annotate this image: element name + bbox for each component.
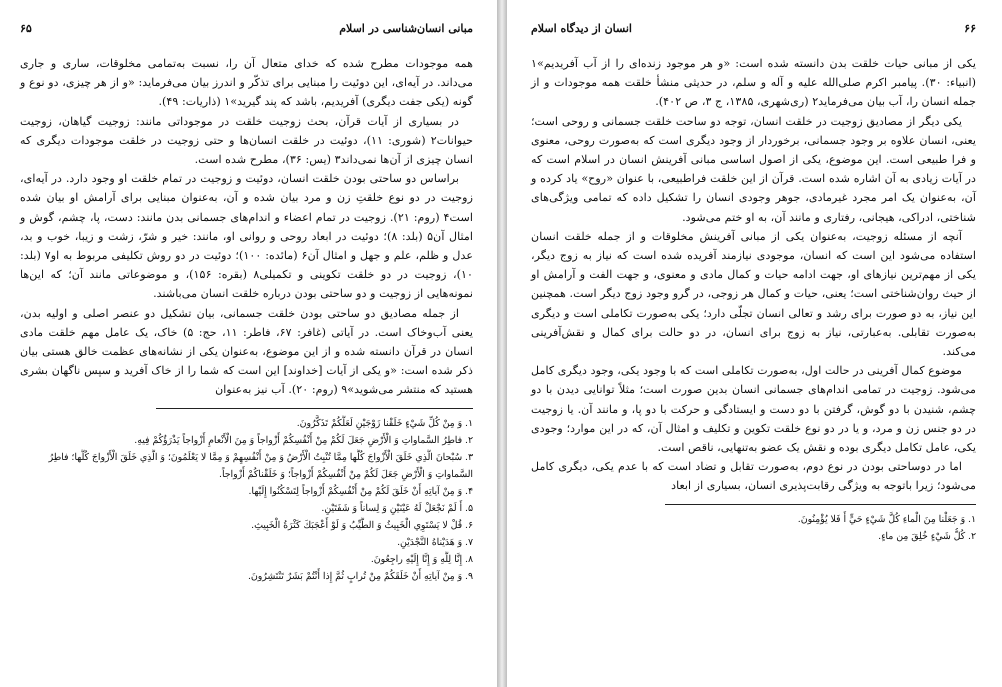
- paragraph: یکی از مبانی حیات خلقت بدن دانسته شده است: «و هر موجود زنده‌ای را از آب آفریدیم»۱ (انبیاء: ۳۰). پیامبر اکرم صلی‌الله علیه و آله و سلم، در حدیثی منشأ خلقت همه موجودات و از جمله انسان را، آب بیان می‌فرماید۲ (ری‌شهری، ۱۳۸۵، ج ۳، ص ۴۰۲).: [531, 57, 976, 109]
- page-number: ۶۶: [964, 22, 976, 35]
- footnote: ۹. وَ مِنْ آياتِهِ أَنْ خَلَقَكُمْ مِنْ تُرابٍ ثُمَّ إِذا أَنْتُمْ بَشَرٌ تَنْتَشِرُونَ.: [247, 570, 473, 582]
- footnote: ۷. وَ هَدَيْناهُ النَّجْدَيْنِ.: [397, 536, 473, 548]
- running-title: انسان از دیدگاه اسلام: [531, 22, 632, 35]
- paragraph: موضوع کمال آفرینی در حالت اول، به‌صورت تکاملی است که با وجود یکی، وجود دیگری کامل می‌شود. زوجیت در تمامی اندام‌های جسمانی انسان بدین صورت است؛ مثلاً توانایی دیدن با دو چشم، شنیدن با دو گوش، گرفتن با دو دست و ایستادگی و حرکت با دو پا، و مانند آن. یا زوجیت در دو جنس زن و مرد، و یا در دو نوع خلقت تکوین و تکلیف و امثال آن، که در این موارد؛ وجودی یکی، عامل تکامل دیگری بوده و نقش یک عضو به‌تنهایی، ناقص است.: [531, 364, 976, 455]
- footnote-divider: [156, 408, 473, 409]
- footnote: ۲. كُلُّ شَيْءٍ خُلِقَ مِن ماءٍ.: [878, 530, 976, 542]
- body-text: [531, 54, 976, 496]
- footnote: ۵. أَ لَمْ نَجْعَلْ لَهُ عَيْنَيْنِ وَ لِساناً وَ شَفَتَيْنِ.: [321, 502, 473, 514]
- footnotes: [20, 415, 473, 585]
- footnote-divider: [665, 504, 977, 505]
- footnote: ۳. سُبْحانَ الَّذِي خَلَقَ الْأَزْواجَ كُلَّها مِمَّا تُنْبِتُ الْأَرْضُ وَ مِنْ أَنْفُسِهِمْ وَ مِمَّا لا يَعْلَمُونَ؛ وَ الَّذِي خَلَقَ الْأَزْواجَ كُلَّها؛ فاطِرُ السَّماواتِ وَ الْأَرْضِ جَعَلَ لَكُمْ مِنْ أَنْفُسِكُمْ أَزْواجاً؛ وَ خَلَقْناكُمْ أَزْواجاً.: [48, 451, 473, 480]
- page-header: [20, 22, 473, 40]
- running-title: مبانی انسان‌شناسی در اسلام: [339, 22, 473, 35]
- footnote: ۸. إِنَّا لِلَّهِ وَ إِنَّا إِلَيْهِ راجِعُونَ.: [370, 553, 473, 565]
- paragraph: همه موجودات مطرح شده که خدای متعال آن را، نسبت به‌تمامی مخلوقات، ساری و جاری می‌داند. در آیه‌ای، این دوئیت را مبنایی برای تذکّر و اندرز بیان می‌فرماید: «و از هر چیزی، دو نوع و گونه (یکی جفت دیگری) آفریدیم، باشد که پند گیرید»۱ (ذاریات: ۴۹).: [20, 57, 473, 109]
- paragraph: از جمله مصادیق دو ساحتی بودن خلقت جسمانی، بیان تشکیل دو عنصر اصلی و اولیه بدن، یعنی آب‌وخاک است. در آیاتی (غافر: ۶۷، فاطر: ۱۱، حج: ۵) خاک، یک عامل مهم خلقت مادی انسان در قرآن دانسته شده و از این موضوع، به‌عنوان یکی از نشانه‌های عظمت خالق هستی بیان ذکر شده است: «و یکی از آیات [خداوند] این است که شما را از خاک آفرید و سپس ناگهان بشری هستید که منتشر می‌شوید»۹ (روم: ۲۰). آب نیز به‌عنوان: [20, 306, 473, 397]
- right-page: [507, 0, 1002, 687]
- paragraph: اما در دوساحتی بودن در نوع دوم، به‌صورت تقابل و تضاد است که با عدم یکی، دیگری کامل می‌شود؛ زیرا باتوجه به ویژگی رقابت‌پذیری انسان، بسیاری از ابعاد: [531, 460, 976, 493]
- body-text: [20, 54, 473, 400]
- left-page: [0, 0, 497, 687]
- footnotes: [531, 511, 976, 545]
- footnote: ۶. قُلْ لا يَسْتَوِي الْخَبِيثُ وَ الطَّيِّبُ وَ لَوْ أَعْجَبَكَ كَثْرَةُ الْخَبِيثِ.: [251, 519, 473, 531]
- book-gutter: [497, 0, 507, 687]
- paragraph: در بسیاری از آیات قرآن، بحث زوجیت خلقت در موجوداتی مانند: زوجیت گیاهان، زوجیت حیوانات۲ (شوری: ۱۱)، دوئیت در خلقت انسان‌ها و حتی زوجیت در خلقت موجودات دیگری که انسان چیزی از آن‌ها نمی‌داند۳ (یس: ۳۶)، مطرح شده است.: [20, 114, 473, 167]
- footnote: ۴. وَ مِنْ آياتِهِ أَنْ خَلَقَ لَكُمْ مِنْ أَنْفُسِكُمْ أَزْواجاً لِتَسْكُنُوا إِلَيْها.: [248, 485, 473, 497]
- footnote: ۱. وَ جَعَلْنا مِنَ الْماءِ كُلَّ شَيْءٍ حَيٍّ أَ فَلا يُؤْمِنُونَ.: [797, 513, 976, 525]
- page-number: ۶۵: [20, 22, 32, 35]
- paragraph: یکی دیگر از مصادیق زوجیت در خلقت انسان، توجه دو ساحت خلقت جسمانی و روحی است؛ یعنی، انسان علاوه بر وجود جسمانی، برخوردار از وجود دیگری است که به‌صورت روحی، معنوی و فرا طبیعی است. این موضوع، یکی از اصول اساسی مبانی آفرینش انسان در اسلام است که در آیات زیادی به آن اشاره شده است. قرآن از این خلقت فراطبیعی، با عنوان «روح» یاد کرده و آن، به‌عنوان یک امر مجرد غیرمادی، جوهر وجودی انسان را تشکیل داده که تمامی ویژگی‌های شناختی، ادراکی، هیجانی، رفتاری و مانند آن، به او ختم می‌شود.: [531, 114, 976, 224]
- paragraph: آنچه از مسئله زوجیت، به‌عنوان یکی از مبانی آفرینش مخلوقات و از جمله خلقت انسان استفاده می‌شود این است که انسان، موجودی نیازمند آفریده شده است که نیاز به زوج دیگر، یکی از مهم‌ترین نیازهای او، جهت ادامه حیات و کمال مادی و معنوی، و جهت الفت و آرامش او از حیث روان‌شناختی است؛ یعنی، حیات و کمال هر زوجی، در گرو وجود زوج دیگر است. همچنین این نیاز، به دو صورت برای رشد و تعالی انسان تجلّی دارد؛ یکی به‌صورت تکاملی است و دیگری به‌صورت تقابلی. به‌عبارتی، نیاز به زوج برای انسان، در دو حالت برای کمال و نقش‌آفرینی می‌کند.: [531, 229, 976, 359]
- footnote: ۲. فاطِرُ السَّماواتِ وَ الْأَرْضِ جَعَلَ لَكُمْ مِنْ أَنْفُسِكُمْ أَزْواجاً وَ مِنَ الْأَنْعامِ أَزْواجاً يَذْرَؤُكُمْ فِيهِ.: [134, 434, 473, 446]
- footnote: ۱. وَ مِنْ كُلِّ شَيْءٍ خَلَقْنا زَوْجَيْنِ لَعَلَّكُمْ تَذَكَّرُونَ.: [296, 417, 473, 429]
- paragraph: براساس دو ساحتی بودن خلقت انسان، دوئیت و زوجیت در تمام خلقت او وجود دارد. در آیه‌ای، زوجیت در دو نوع خلقتِ زن و مرد بیان شده و آن، به‌عنوان مبنایی برای آرامش او بیان شده است۴ (روم: ۲۱). زوجیت در تمام اعضاء و اندام‌های جسمانی بدن مانند: دست، پا، چشم، گوش و امثال آن۵ (بلد: ۸)؛ دوئیت در ابعاد روحی و روانی او، مانند: خیر و شرّ، زشت و زیبا، خوب و بد، عدل و ظلم، علم و جهل و امثال آن۶ (مائده: ۱۰۰)؛ دوئیت در دو روش تکلیفی مربوط به او۷ (بلد: ۱۰)، زوجیت در دو خلقت تکوینی و تکمیلی۸ (بقره: ۱۵۶)، و موضوعاتی مانند آن؛ که این‌ها نمونه‌هایی از زوجیت و دو ساحتی بودن درباره خلقت انسان می‌باشند.: [20, 172, 473, 301]
- page-header: [531, 22, 976, 40]
